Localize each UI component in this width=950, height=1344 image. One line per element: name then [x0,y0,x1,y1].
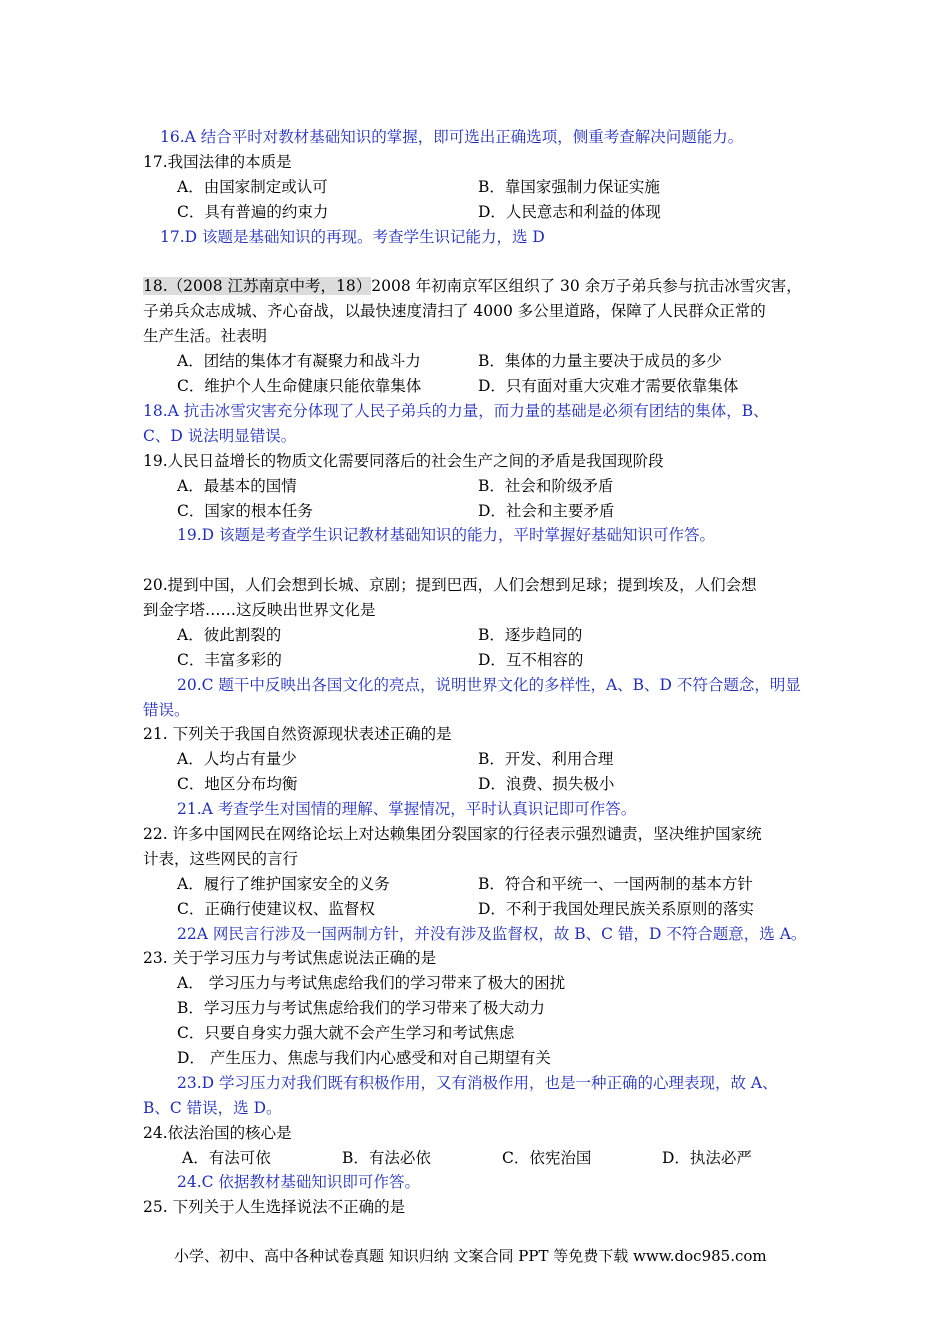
option-18-b: B．集体的力量主要决于成员的多少 [478,352,722,370]
answer-20-line-2: 错误。 [143,701,190,719]
option-23-a: A． 学习压力与考试焦虑给我们的学习带来了极大的困扰 [177,974,566,992]
option-17-b: B．靠国家强制力保证实施 [478,178,660,196]
option-24-c: C．依宪治国 [502,1149,592,1167]
question-20-line-2: 到金字塔……这反映出世界文化是 [143,601,376,619]
option-21-b: B．开发、利用合理 [478,750,614,768]
option-21-a: A．人均占有量少 [177,750,297,768]
question-23: 23. 关于学习压力与考试焦虑说法正确的是 [143,949,437,967]
option-24-a: A．有法可依 [182,1149,271,1167]
option-21-c: C．地区分布均衡 [177,775,298,793]
answer-17: 17.D 该题是基础知识的再现。考查学生识记能力，选 D [160,228,545,246]
option-18-c: C．维护个人生命健康只能依靠集体 [177,377,422,395]
option-20-b: B．逐步趋同的 [478,626,583,644]
option-19-c: C．国家的根本任务 [177,502,313,520]
option-22-d: D．不利于我国处理民族关系原则的落实 [478,900,754,918]
question-22-line-1: 22. 许多中国网民在网络论坛上对达赖集团分裂国家的行径表示强烈谴责，坚决维护国家统 [143,825,762,843]
question-18-text: 2008 年初南京军区组织了 30 余万子弟兵参与抗击冰雪灾害， [371,277,802,295]
question-24: 24.依法治国的核心是 [143,1124,292,1142]
option-22-a: A．履行了维护国家安全的义务 [177,875,390,893]
option-23-b: B．学习压力与考试焦虑给我们的学习带来了极大动力 [177,999,545,1017]
answer-23-line-2: B、C 错误，选 D。 [143,1099,282,1117]
question-18-line-1 [143,276,802,296]
option-23-c: C．只要自身实力强大就不会产生学习和考试焦虑 [177,1024,515,1042]
question-18-source: 18.（2008 江苏南京中考，18） [143,277,372,295]
page-footer: 小学、初中、高中各种试卷真题 知识归纳 文案合同 PPT 等免费下载 www.doc985.com [174,1247,767,1265]
option-17-d: D．人民意志和利益的体现 [478,203,661,221]
answer-16: 16.A 结合平时对教材基础知识的掌握，即可选出正确选项，侧重考查解决问题能力。 [160,128,744,146]
answer-19: 19.D 该题是考查学生识记教材基础知识的能力，平时掌握好基础知识可作答。 [177,526,716,544]
answer-20-line-1: 20.C 题干中反映出各国文化的亮点，说明世界文化的多样性，A、B、D 不符合题念，明显 [177,676,801,694]
answer-24: 24.C 依据教材基础知识即可作答。 [177,1173,420,1191]
option-17-a: A．由国家制定或认可 [177,178,328,196]
option-20-a: A．彼此割裂的 [177,626,282,644]
question-18-line-3: 生产生活。社表明 [143,327,268,345]
option-20-d: D．互不相容的 [478,651,584,669]
option-18-a: A．团结的集体才有凝聚力和战斗力 [177,352,421,370]
answer-18-line-2: C、D 说法明显错误。 [143,427,297,445]
option-24-d: D．执法必严 [662,1149,752,1167]
question-18-line-2: 子弟兵众志成城、齐心奋战，以最快速度清扫了 4000 多公里道路，保障了人民群众正常的 [143,302,766,320]
question-21: 21. 下列关于我国自然资源现状表述正确的是 [143,725,452,743]
answer-21: 21.A 考查学生对国情的理解、掌握情况，平时认真识记即可作答。 [177,800,637,818]
question-22-line-2: 计表，这些网民的言行 [143,850,299,868]
option-23-d: D． 产生压力、焦虑与我们内心感受和对自己期望有关 [177,1049,551,1067]
answer-18-line-1: 18.A 抗击冰雪灾害充分体现了人民子弟兵的力量，而力量的基础是必须有团结的集体，B、 [143,402,769,420]
option-22-b: B．符合和平统一、一国两制的基本方针 [478,875,753,893]
option-18-d: D．只有面对重大灾难才需要依靠集体 [478,377,739,395]
answer-23-line-1: 23.D 学习压力对我们既有积极作用，又有消极作用，也是一种正确的心理表现，故 A、 [177,1074,778,1092]
option-17-c: C．具有普遍的约束力 [177,203,329,221]
question-19: 19.人民日益增长的物质文化需要同落后的社会生产之间的矛盾是我国现阶段 [143,452,664,470]
question-20-line-1: 20.提到中国，人们会想到长城、京剧；提到巴西，人们会想到足球；提到埃及，人们会想 [143,576,757,594]
option-24-b: B．有法必依 [342,1149,431,1167]
option-22-c: C．正确行使建议权、监督权 [177,900,375,918]
option-21-d: D．浪费、损失极小 [478,775,615,793]
option-19-d: D．社会和主要矛盾 [478,502,615,520]
answer-22: 22A 网民言行涉及一国两制方针，并没有涉及监督权，故 B、C 错，D 不符合题意，选 A。 [177,925,807,943]
question-25: 25. 下列关于人生选择说法不正确的是 [143,1198,406,1216]
option-20-c: C．丰富多彩的 [177,651,282,669]
option-19-a: A．最基本的国情 [177,477,297,495]
question-17: 17.我国法律的本质是 [143,153,292,171]
option-19-b: B．社会和阶级矛盾 [478,477,614,495]
